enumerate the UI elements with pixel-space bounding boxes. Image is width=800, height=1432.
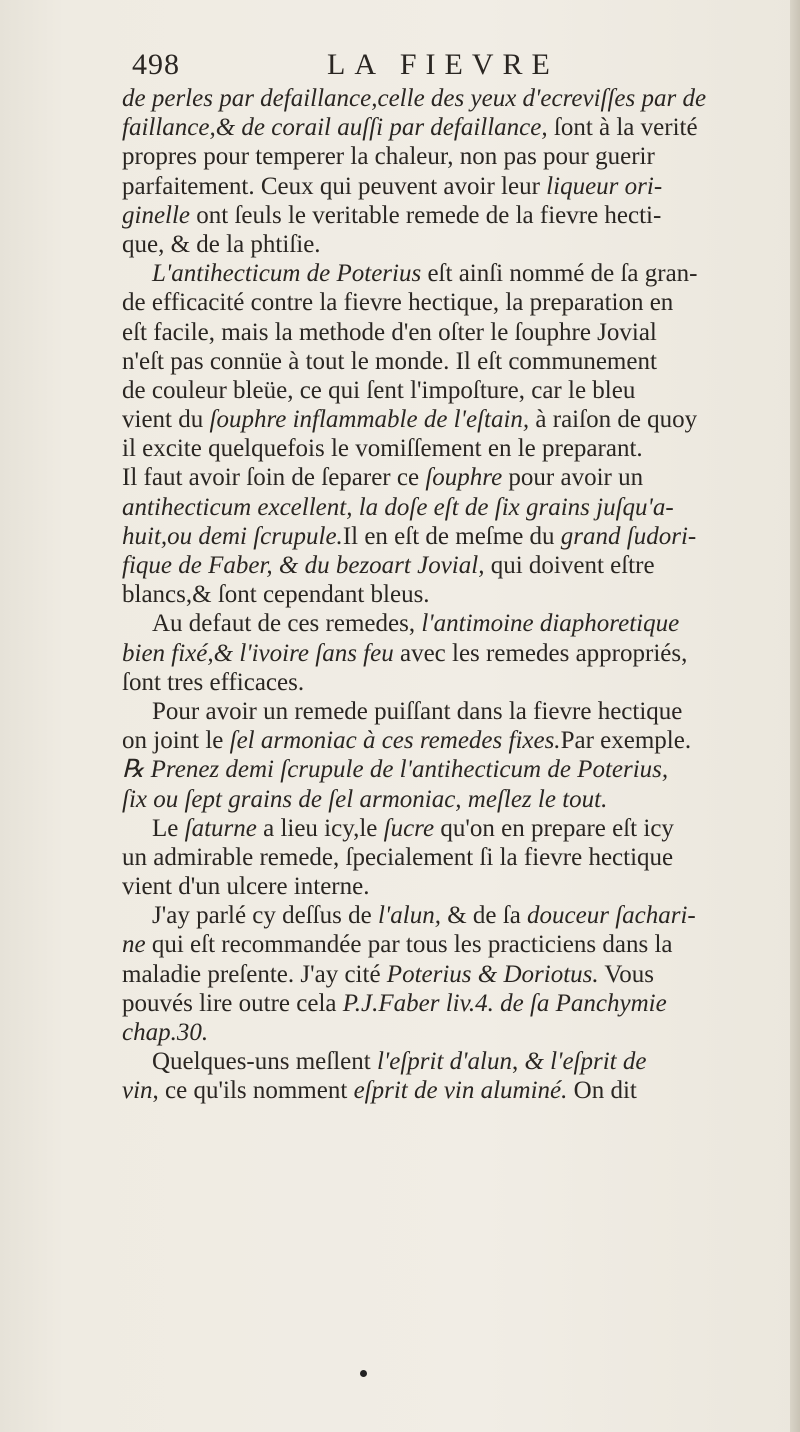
italic-text: ne — [122, 931, 146, 959]
roman-text: de couleur bleüe, ce qui ſent l'impoſture, car le bleu — [122, 376, 636, 404]
italic-text: eſprit de vin aluminé. — [353, 1077, 568, 1105]
roman-text: maladie preſente. J'ay cité — [122, 960, 387, 988]
text-line — [122, 201, 792, 230]
text-line — [122, 230, 792, 259]
text-line — [122, 843, 792, 872]
italic-text: de perles par defaillance,celle des yeux d'ecreviſſes par de — [122, 85, 707, 112]
roman-text: de efficacité contre la fievre hectique, la preparation en — [122, 289, 674, 317]
italic-text: l'antimoine diaphoretique — [421, 610, 680, 638]
text-line — [122, 609, 792, 638]
ink-spot — [360, 1370, 367, 1377]
roman-text: à raiſon de quoy — [529, 406, 698, 434]
italic-text: faillance,& de corail auſſi par defaillance, — [122, 114, 548, 142]
roman-text: Il faut avoir ſoin de ſeparer ce — [122, 464, 426, 492]
roman-text: ſont tres efficaces. — [122, 668, 305, 696]
body-text — [122, 84, 792, 1106]
roman-text: J'ay parlé cy deſſus de — [152, 902, 378, 930]
roman-text: On dit — [567, 1077, 637, 1105]
roman-text: n'eſt pas connüe à tout le monde. Il eſt communement — [122, 347, 657, 375]
text-line — [122, 580, 792, 609]
roman-text: que, & de la phtiſie. — [122, 230, 321, 258]
italic-text: ſouphre inflammable de l'eſtain, — [209, 406, 530, 434]
roman-text: , ce qu'ils nomment — [152, 1077, 354, 1105]
text-line — [122, 814, 792, 843]
roman-text: Pour avoir un remede puiſſant dans la fievre hectique — [152, 697, 683, 725]
italic-text: douceur ſachari- — [527, 902, 696, 930]
roman-text: Vous — [598, 960, 654, 988]
italic-text: fique de Faber, & du bezoart Jovial, — [122, 552, 485, 579]
roman-text: qu'on en prepare eſt icy — [434, 814, 674, 842]
text-line — [122, 1018, 792, 1047]
text-line — [122, 493, 792, 522]
text-line — [122, 172, 792, 201]
page-header — [132, 48, 752, 88]
page-number: 498 — [132, 48, 180, 81]
text-line — [122, 288, 792, 317]
italic-text: antihecticum excellent, la doſe eſt de ſix grains juſqu'a- — [122, 493, 674, 521]
text-line — [122, 259, 792, 288]
italic-text: ſaturne — [184, 814, 257, 842]
text-line — [122, 960, 792, 989]
italic-text: vin — [122, 1077, 153, 1105]
roman-text: propres pour temperer la chaleur, non pas pour guerir — [122, 143, 655, 171]
roman-text: vient du — [122, 406, 210, 434]
text-line — [122, 872, 792, 901]
italic-text: ſel armoniac à ces remedes fixes. — [229, 727, 561, 755]
italic-text: P.J.Faber liv.4. de ſa Panchymie — [342, 989, 667, 1017]
italic-text: ſouphre — [425, 464, 503, 492]
running-head: LA FIEVRE — [327, 48, 559, 81]
italic-text: & l'eſprit de — [524, 1048, 647, 1076]
italic-text: L'antihecticum de Poterius — [152, 260, 422, 288]
text-line — [122, 318, 792, 347]
text-line — [122, 697, 792, 726]
italic-text: ℞ Prenez demi ſcrupule de l'antihecticum de Poterius, — [122, 756, 669, 784]
roman-text: un admirable remede, ſpecialement ſi la fievre hectique — [122, 843, 674, 871]
text-line — [122, 755, 792, 784]
roman-text: pouvés lire outre cela — [122, 989, 343, 1017]
roman-text: Au defaut de ces remedes, — [152, 610, 422, 638]
roman-text: qui doivent eſtre — [484, 552, 655, 579]
text-line — [122, 463, 792, 492]
italic-text: Poterius & Doriotus. — [386, 960, 599, 988]
text-line — [122, 405, 792, 434]
text-line — [122, 376, 792, 405]
italic-text: chap.30. — [122, 1019, 209, 1046]
text-line — [122, 901, 792, 930]
text-line — [122, 726, 792, 755]
roman-text: Il en eſt de meſme du — [342, 522, 561, 550]
italic-text: l'alun, — [377, 902, 441, 930]
italic-text: grand ſudori- — [560, 522, 697, 550]
text-line — [122, 551, 792, 580]
text-line — [122, 668, 792, 697]
roman-text: vient d'un ulcere interne. — [122, 873, 370, 901]
text-line — [122, 989, 792, 1018]
text-line — [122, 84, 792, 113]
roman-text: ont ſeuls le veritable remede de la fievre hecti- — [190, 201, 662, 229]
roman-text: parfaitement. Ceux qui peuvent avoir leur — [122, 172, 547, 200]
roman-text: eſt facile, mais la methode d'en oſter le ſouphre Jovial — [122, 318, 657, 346]
roman-text: Le — [152, 814, 185, 842]
roman-text: avec les remedes appropriés, — [393, 639, 688, 667]
roman-text: & de ſa — [440, 902, 528, 930]
roman-text: eſt ainſi nommé de ſa gran- — [421, 260, 698, 288]
italic-text: l'eſprit d'alun — [376, 1048, 512, 1076]
italic-text: huit,ou demi ſcrupule. — [122, 522, 343, 550]
text-line — [122, 1047, 792, 1076]
roman-text: il excite quelquefois le vomiſſement en le preparant. — [122, 435, 643, 463]
roman-text: Quelques-uns meſlent — [152, 1048, 377, 1076]
roman-text: a lieu icy,le — [256, 814, 384, 842]
text-line — [122, 347, 792, 376]
text-line — [122, 113, 792, 142]
text-line — [122, 1076, 792, 1105]
roman-text: pour avoir un — [502, 464, 644, 492]
italic-text: ginelle — [122, 201, 191, 229]
roman-text: Par exemple. — [560, 727, 692, 755]
text-line — [122, 142, 792, 171]
roman-text: on joint le — [122, 727, 230, 755]
text-line — [122, 522, 792, 551]
italic-text: liqueur ori- — [546, 172, 663, 200]
roman-text: blancs,& ſont cependant bleus. — [122, 581, 430, 609]
italic-text: ſucre — [383, 814, 435, 842]
roman-text: ſont à la verité — [547, 114, 698, 142]
text-line — [122, 785, 792, 814]
italic-text: bien fixé,& l'ivoire ſans feu — [122, 639, 394, 667]
text-line — [122, 639, 792, 668]
roman-text: qui eſt recommandée par tous les practiciens dans la — [145, 931, 673, 959]
text-line — [122, 434, 792, 463]
italic-text: ſix ou ſept grains de ſel armoniac, meſlez le tout. — [122, 785, 608, 813]
roman-text: , — [511, 1048, 525, 1076]
text-line — [122, 930, 792, 959]
